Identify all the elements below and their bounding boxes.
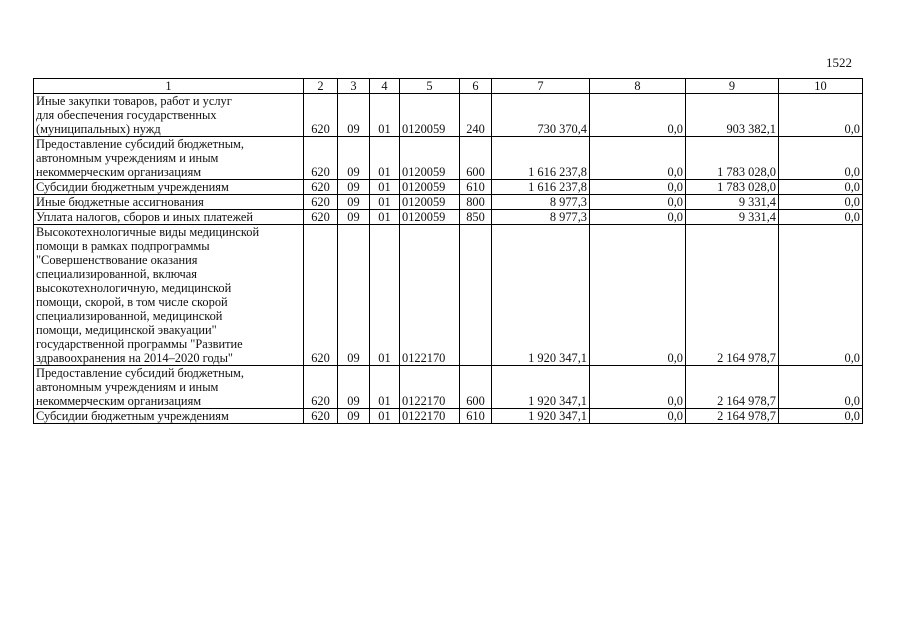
- row-name-line: здравоохранения на 2014–2020 годы": [36, 351, 233, 365]
- row-name-line: автономным учреждениям и иным: [36, 151, 219, 165]
- expense-type-cell: 240: [460, 94, 492, 137]
- row-name-cell: [34, 366, 304, 409]
- row-name-line: Предоставление субсидий бюджетным,: [36, 366, 244, 380]
- expense-type-cell: 850: [460, 210, 492, 225]
- ministry-code-cell: 620: [304, 366, 338, 409]
- row-name-line: Уплата налогов, сборов и иных платежей: [36, 210, 254, 224]
- ministry-code-cell: 620: [304, 195, 338, 210]
- amount-col9-cell: 9 331,4: [686, 195, 779, 210]
- header-cell: 6: [460, 79, 492, 94]
- amount-col7-cell: 1 616 237,8: [492, 180, 590, 195]
- section-code-cell: 09: [338, 180, 370, 195]
- row-name-cell: [34, 225, 304, 366]
- amount-col10-cell: 0,0: [779, 366, 863, 409]
- section-code-cell: 09: [338, 409, 370, 424]
- section-code-cell: 09: [338, 195, 370, 210]
- header-cell: 2: [304, 79, 338, 94]
- amount-col9-cell: 9 331,4: [686, 210, 779, 225]
- header-cell: 1: [34, 79, 304, 94]
- row-name-line: помощи, скорой, в том числе скорой: [36, 295, 228, 309]
- amount-col8-cell: 0,0: [590, 195, 686, 210]
- header-cell: 4: [370, 79, 400, 94]
- amount-col10-cell: 0,0: [779, 225, 863, 366]
- amount-col10-cell: 0,0: [779, 180, 863, 195]
- table-row: [34, 366, 863, 409]
- table-row: [34, 225, 863, 366]
- section-code-cell: 09: [338, 137, 370, 180]
- table-row: [34, 195, 863, 210]
- row-name-line: (муниципальных) нужд: [36, 122, 161, 136]
- subsection-code-cell: 01: [370, 137, 400, 180]
- budget-table: [33, 78, 863, 424]
- row-name-cell: [34, 210, 304, 225]
- row-name-cell: [34, 195, 304, 210]
- amount-col9-cell: 2 164 978,7: [686, 409, 779, 424]
- amount-col8-cell: 0,0: [590, 94, 686, 137]
- target-article-cell: 0120059: [400, 180, 460, 195]
- subsection-code-cell: 01: [370, 195, 400, 210]
- table-body: [34, 94, 863, 424]
- section-code-cell: 09: [338, 210, 370, 225]
- amount-col9-cell: 2 164 978,7: [686, 225, 779, 366]
- amount-col8-cell: 0,0: [590, 180, 686, 195]
- row-name-line: специализированной, включая: [36, 267, 197, 281]
- row-name-line: Субсидии бюджетным учреждениям: [36, 180, 229, 194]
- row-name-line: Предоставление субсидий бюджетным,: [36, 137, 244, 151]
- table-row: [34, 210, 863, 225]
- header-cell: 3: [338, 79, 370, 94]
- subsection-code-cell: 01: [370, 409, 400, 424]
- header-row: [34, 79, 863, 94]
- amount-col8-cell: 0,0: [590, 137, 686, 180]
- amount-col7-cell: 1 920 347,1: [492, 366, 590, 409]
- table-row: [34, 94, 863, 137]
- amount-col9-cell: 903 382,1: [686, 94, 779, 137]
- row-name-line: Иные закупки товаров, работ и услуг: [36, 94, 232, 108]
- row-name-line: высокотехнологичную, медицинской: [36, 281, 232, 295]
- target-article-cell: 0122170: [400, 225, 460, 366]
- page-number: 1522: [826, 55, 852, 70]
- amount-col8-cell: 0,0: [590, 409, 686, 424]
- subsection-code-cell: 01: [370, 94, 400, 137]
- ministry-code-cell: 620: [304, 210, 338, 225]
- row-name-line: Иные бюджетные ассигнования: [36, 195, 204, 209]
- ministry-code-cell: 620: [304, 137, 338, 180]
- expense-type-cell: 800: [460, 195, 492, 210]
- row-name-cell: [34, 94, 304, 137]
- row-name-line: "Совершенствование оказания: [36, 253, 198, 267]
- amount-col10-cell: 0,0: [779, 94, 863, 137]
- table-row: [34, 137, 863, 180]
- header-cell: 5: [400, 79, 460, 94]
- section-code-cell: 09: [338, 366, 370, 409]
- target-article-cell: 0122170: [400, 409, 460, 424]
- ministry-code-cell: 620: [304, 225, 338, 366]
- amount-col7-cell: 730 370,4: [492, 94, 590, 137]
- row-name-line: Высокотехнологичные виды медицинской: [36, 225, 260, 239]
- ministry-code-cell: 620: [304, 94, 338, 137]
- amount-col7-cell: 8 977,3: [492, 195, 590, 210]
- row-name-line: автономным учреждениям и иным: [36, 380, 219, 394]
- amount-col7-cell: 8 977,3: [492, 210, 590, 225]
- subsection-code-cell: 01: [370, 210, 400, 225]
- table-row: [34, 180, 863, 195]
- row-name-line: некоммерческим организациям: [36, 394, 202, 408]
- table-row: [34, 409, 863, 424]
- target-article-cell: 0120059: [400, 137, 460, 180]
- section-code-cell: 09: [338, 225, 370, 366]
- amount-col9-cell: 1 783 028,0: [686, 137, 779, 180]
- row-name-cell: [34, 409, 304, 424]
- amount-col7-cell: 1 920 347,1: [492, 225, 590, 366]
- amount-col8-cell: 0,0: [590, 210, 686, 225]
- row-name-line: некоммерческим организациям: [36, 165, 202, 179]
- row-name-cell: [34, 137, 304, 180]
- target-article-cell: 0120059: [400, 195, 460, 210]
- header-cell: 10: [779, 79, 863, 94]
- subsection-code-cell: 01: [370, 180, 400, 195]
- ministry-code-cell: 620: [304, 180, 338, 195]
- expense-type-cell: 600: [460, 366, 492, 409]
- expense-type-cell: 610: [460, 180, 492, 195]
- amount-col8-cell: 0,0: [590, 366, 686, 409]
- row-name-line: помощи в рамках подпрограммы: [36, 239, 210, 253]
- row-name-line: помощи, медицинской эвакуации": [36, 323, 217, 337]
- amount-col10-cell: 0,0: [779, 409, 863, 424]
- subsection-code-cell: 01: [370, 225, 400, 366]
- expense-type-cell: 610: [460, 409, 492, 424]
- amount-col8-cell: 0,0: [590, 225, 686, 366]
- amount-col10-cell: 0,0: [779, 195, 863, 210]
- ministry-code-cell: 620: [304, 409, 338, 424]
- target-article-cell: 0122170: [400, 366, 460, 409]
- target-article-cell: 0120059: [400, 94, 460, 137]
- amount-col7-cell: 1 920 347,1: [492, 409, 590, 424]
- header-cell: 9: [686, 79, 779, 94]
- amount-col9-cell: 2 164 978,7: [686, 366, 779, 409]
- row-name-line: Субсидии бюджетным учреждениям: [36, 409, 229, 423]
- section-code-cell: 09: [338, 94, 370, 137]
- row-name-cell: [34, 180, 304, 195]
- amount-col9-cell: 1 783 028,0: [686, 180, 779, 195]
- amount-col10-cell: 0,0: [779, 210, 863, 225]
- target-article-cell: 0120059: [400, 210, 460, 225]
- row-name-line: для обеспечения государственных: [36, 108, 217, 122]
- row-name-line: специализированной, медицинской: [36, 309, 223, 323]
- header-cell: 8: [590, 79, 686, 94]
- amount-col10-cell: 0,0: [779, 137, 863, 180]
- row-name-line: государственной программы "Развитие: [36, 337, 243, 351]
- subsection-code-cell: 01: [370, 366, 400, 409]
- expense-type-cell: [460, 225, 492, 366]
- expense-type-cell: 600: [460, 137, 492, 180]
- header-cell: 7: [492, 79, 590, 94]
- amount-col7-cell: 1 616 237,8: [492, 137, 590, 180]
